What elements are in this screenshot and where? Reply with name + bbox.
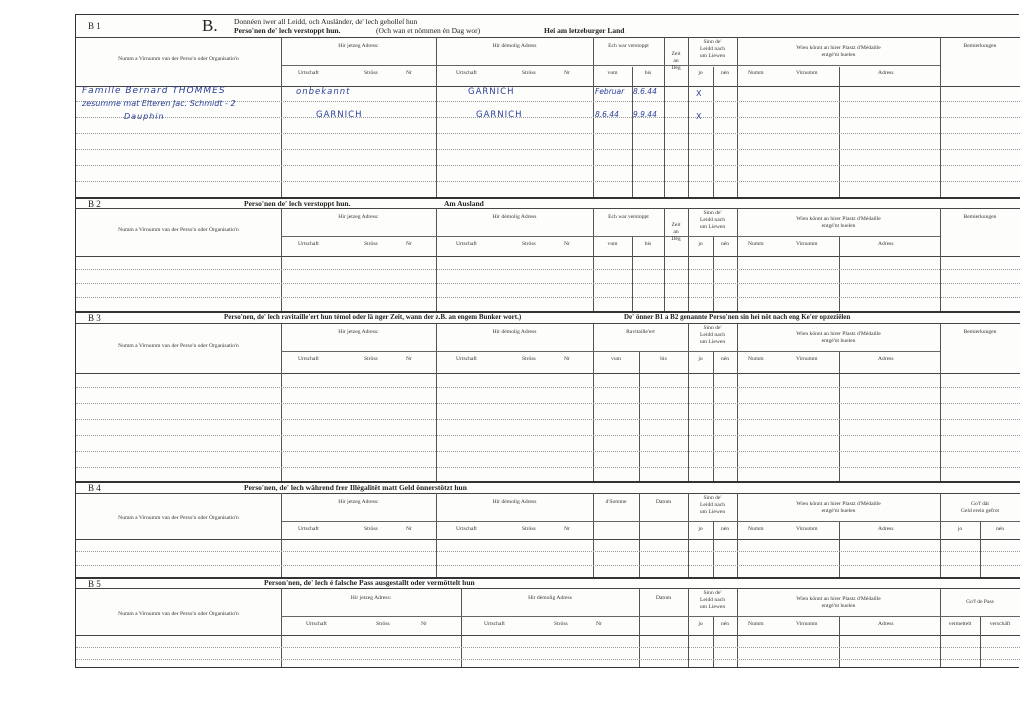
header-days-l1: Zeit — [671, 51, 681, 57]
header-medal-l1: Wien könnt an hirer Plastz d'Médaille — [796, 45, 881, 51]
header-current-number: Nr — [406, 70, 412, 76]
header-money-no: nén — [995, 526, 1005, 532]
header-days — [664, 51, 688, 72]
entry2-current-town: GARNICH — [316, 110, 363, 120]
header-medal-numm: Numm — [748, 526, 764, 532]
header-medal-address: Adress — [878, 621, 894, 627]
header-suffering-l1: Sinn de' — [703, 495, 722, 501]
header-days-l1: Zeit — [671, 222, 681, 228]
entry1-from: Februar — [595, 87, 625, 96]
header-former-number: Nr — [564, 526, 570, 532]
header-former-town: Urtschaft — [456, 526, 477, 532]
header-medal-l2: entgé'nt huelen — [821, 508, 856, 514]
header-suffering-l1: Sinn de' — [703, 210, 722, 216]
header-days-l3: Dèg — [671, 236, 681, 242]
entry-name-line1: Famille Bernard THOMMES — [82, 86, 226, 96]
section-title-line2b: (Och wan et nömmen én Dag wor) — [376, 26, 481, 35]
section-title: Perso'nen, de' lech ravitaille'ert hun témol oder lä nger Zeit, wann der z.B. an engem Bunker wort.) — [224, 313, 522, 321]
header-suffering — [688, 590, 737, 611]
header-days-l2: an — [673, 58, 679, 64]
header-former-number: Nr — [564, 241, 570, 247]
header-medal — [737, 216, 940, 230]
header-current-address: Hir jetzeg Adress: — [338, 329, 379, 335]
header-medal — [737, 596, 940, 610]
header-suffering-l1: Sinn de' — [703, 325, 722, 331]
form-sheet — [75, 14, 1019, 668]
header-medal-l2: entgé'nt huelen — [821, 223, 856, 229]
header-suffering-l2: Leidd nach — [699, 332, 725, 338]
header-remarks: Bemierkungen — [963, 43, 997, 49]
section-big-letter: B. — [202, 16, 218, 35]
header-suffering-l3: um Liewen — [699, 224, 726, 230]
header-former-street: Ströss — [522, 241, 536, 247]
section-label: B 2 — [88, 199, 101, 209]
header-medal-l1: Wien könnt an hirer Plastz d'Médaille — [796, 501, 881, 507]
header-former-street: Ströss — [522, 356, 536, 362]
entry2-former-town: GARNICH — [476, 110, 523, 120]
section-b2 — [76, 197, 1020, 311]
header-former-town: Urtschaft — [456, 356, 477, 362]
header-yes: jo — [698, 526, 703, 532]
header-suffering — [688, 210, 737, 231]
section-title-line1: Donnéen iwer all Leidd, och Ausländer, de' lech geholleſ hun — [234, 17, 418, 26]
entry1-current-town: onbekannt — [296, 87, 351, 97]
header-former-address: Hir dèmolig Adress — [492, 214, 537, 220]
header-current-address: Hir jetzeg Adress: — [350, 595, 392, 601]
header-yes: jo — [698, 621, 703, 627]
header-from: vum — [607, 241, 618, 247]
header-medal-l2: entgé'nt huelen — [821, 603, 856, 609]
header-days-l3: Dèg — [671, 65, 681, 71]
header-former-town: Urtschaft — [484, 621, 505, 627]
header-medal-first-name: Virnumm — [796, 70, 818, 76]
header-pass-given: Go'f de Pass — [966, 599, 994, 605]
header-medal-numm: Numm — [748, 241, 764, 247]
header-former-address: Hir dèmolig Adress — [492, 499, 537, 505]
header-current-address: Hir jetzeg Adress: — [338, 214, 379, 220]
header-suffering-l3: um Liewen — [699, 604, 726, 610]
section-title-line2a: Perso'nen de' lech verstoppt hun. — [234, 26, 341, 35]
header-yes: jo — [698, 241, 703, 247]
header-from: vum — [611, 356, 621, 362]
header-name: Numm a Virnumm vun der Perso'n oder Organisatio'n — [118, 227, 239, 233]
header-current-number: Nr — [421, 621, 427, 627]
header-former-street: Ströss — [522, 526, 536, 532]
header-former-number: Nr — [564, 356, 570, 362]
header-former-number: Nr — [596, 621, 602, 627]
section-title: Perso'nen, de' lech während frer Illégalitët matt Geld önnerstötzt hun — [244, 483, 467, 492]
header-medal — [737, 501, 940, 515]
header-suffering-l2: Leidd nach — [699, 502, 725, 508]
header-medal-l2: entgé'nt huelen — [821, 52, 856, 58]
section-b5 — [76, 577, 1020, 667]
header-medal-first-name: Virnumm — [796, 356, 818, 362]
header-to: bis — [644, 70, 652, 76]
section-label: B 4 — [88, 483, 101, 493]
header-medal-address: Adress — [878, 526, 894, 532]
header-medal-numm: Numm — [748, 70, 764, 76]
header-current-street: Ströss — [364, 526, 378, 532]
header-date: Datum — [655, 499, 672, 505]
header-days-l2: an — [673, 229, 679, 235]
header-no: nén — [720, 70, 730, 76]
header-current-number: Nr — [406, 241, 412, 247]
header-remarks: Bemierkungen — [963, 329, 997, 335]
header-suffering-l2: Leidd nach — [699, 217, 725, 223]
entry2-to: 9.9.44 — [633, 110, 657, 119]
header-sum: d'Somme — [605, 499, 627, 505]
header-current-street: Ströss — [364, 241, 378, 247]
entry2-from: 8.6.44 — [595, 110, 619, 119]
header-former-town: Urtschaft — [456, 70, 477, 76]
header-money-l1: Go'f dät — [971, 501, 989, 507]
entry-name-line2: zesumme mat Elteren Jac. Schmidt - 2 — [82, 99, 236, 108]
header-current-town: Urtschaft — [306, 621, 327, 627]
section-label: B 1 — [88, 21, 101, 31]
entry1-to: 8.6.44 — [633, 87, 657, 96]
section-b1 — [76, 15, 1020, 197]
header-current-town: Urtschaft — [298, 526, 319, 532]
header-suffering-l3: um Liewen — [699, 339, 726, 345]
header-days — [664, 222, 688, 243]
header-medal-l1: Wien könnt an hirer Plastz d'Médaille — [796, 216, 881, 222]
header-date: Datum — [655, 595, 672, 601]
header-no: nén — [720, 241, 730, 247]
header-no: nén — [720, 621, 730, 627]
section-title-b: De' önner B1 a B2 genannte Perso'nen sin hei nöt nach eng Ke'er opzeziëlen — [624, 313, 851, 321]
header-former-address: Hir dèmolig Adress — [492, 43, 537, 49]
header-to: bis — [660, 356, 667, 362]
header-name: Numm a Virnumm vun der Perso'n oder Organisatio'n — [118, 343, 239, 349]
header-current-town: Urtschaft — [298, 70, 319, 76]
header-yes: jo — [698, 70, 703, 76]
entry2-alive-yes: X — [696, 112, 702, 121]
header-name: Numm a Virnumm vun der Perso'n oder Organisatio'n — [118, 56, 239, 62]
entry-name-line3: Dauphin — [124, 112, 165, 121]
header-medal-address: Adress — [878, 70, 894, 76]
header-no: nén — [720, 356, 730, 362]
header-from: vum — [607, 70, 618, 76]
header-former-address: Hir dèmolig Adress — [492, 329, 537, 335]
header-former-town: Urtschaft — [456, 241, 477, 247]
header-suffering-l1: Sinn de' — [703, 590, 722, 596]
header-yes: jo — [698, 356, 703, 362]
section-title: Perso'nen de' lech verstoppt hun. — [244, 199, 351, 208]
header-suffering — [688, 325, 737, 346]
header-hidden: Ech war verstoppt — [608, 214, 649, 220]
entry1-alive-yes: X — [696, 89, 702, 98]
header-current-street: Ströss — [364, 70, 378, 76]
header-medal-address: Adress — [878, 356, 894, 362]
header-former-street: Ströss — [522, 70, 536, 76]
header-money-asked — [940, 501, 1020, 515]
header-to: bis — [644, 241, 652, 247]
header-hidden: Ech war verstoppt — [608, 43, 649, 49]
header-current-number: Nr — [406, 356, 412, 362]
section-b3 — [76, 311, 1020, 481]
header-suffering-l3: um Liewen — [699, 53, 726, 59]
header-supplied: Ravitaille'ert — [626, 329, 655, 335]
header-former-number: Nr — [564, 70, 570, 76]
header-medal — [737, 331, 940, 345]
section-title-line2c: Hei am letzeburger Land — [544, 26, 625, 35]
header-money-l2: Geld erein gefrot — [960, 508, 1000, 514]
header-medal-l2: entgé'nt huelen — [821, 338, 856, 344]
header-suffering-l2: Leidd nach — [699, 46, 725, 52]
header-medal-l1: Wien könnt an hirer Plastz d'Médaille — [796, 596, 881, 602]
header-medal-first-name: Virnumm — [796, 621, 818, 627]
header-medal-l1: Wien könnt an hirer Plastz d'Médaille — [796, 331, 881, 337]
header-pass-issued: vermettelt — [948, 621, 972, 627]
header-suffering-l2: Leidd nach — [699, 597, 725, 603]
header-medal — [737, 45, 940, 59]
header-medal-numm: Numm — [748, 356, 764, 362]
header-no: nén — [720, 526, 730, 532]
header-current-town: Urtschaft — [298, 241, 319, 247]
header-medal-first-name: Virnumm — [796, 241, 818, 247]
header-suffering — [688, 39, 737, 60]
header-current-number: Nr — [406, 526, 412, 532]
header-name: Numm a Virnumm vun der Perso'n oder Organisatio'n — [118, 515, 239, 521]
section-title: Person'nen, de' lech é falsche Pass ausgestallt oder vermöttelt hun — [264, 578, 475, 587]
header-current-street: Ströss — [364, 356, 378, 362]
header-name: Numm a Virnumm vun der Perso'n oder Organisatio'n — [118, 611, 239, 617]
header-suffering-l1: Sinn de' — [703, 39, 722, 45]
entry1-former-town: GARNICH — [468, 87, 515, 97]
section-label: B 5 — [88, 579, 101, 589]
header-remarks: Bemierkungen — [963, 214, 997, 220]
header-current-town: Urtschaft — [298, 356, 319, 362]
section-label: B 3 — [88, 313, 101, 323]
header-former-street: Ströss — [554, 621, 568, 627]
header-current-address: Hir jetzeg Adress: — [338, 499, 379, 505]
header-pass-procured: verschäft — [989, 621, 1011, 627]
section-b4 — [76, 481, 1020, 577]
header-current-address: Hir jetzeg Adress: — [338, 43, 379, 49]
header-suffering-l3: um Liewen — [699, 509, 726, 515]
header-medal-address: Adress — [878, 241, 894, 247]
header-money-yes: jo — [957, 526, 963, 532]
section-title-b: Am Ausland — [444, 199, 484, 208]
header-former-address: Hir dèmolig Adress — [528, 595, 572, 601]
header-current-street: Ströss — [376, 621, 390, 627]
header-medal-first-name: Virnumm — [796, 526, 818, 532]
header-medal-numm: Numm — [748, 621, 764, 627]
header-suffering — [688, 495, 737, 516]
